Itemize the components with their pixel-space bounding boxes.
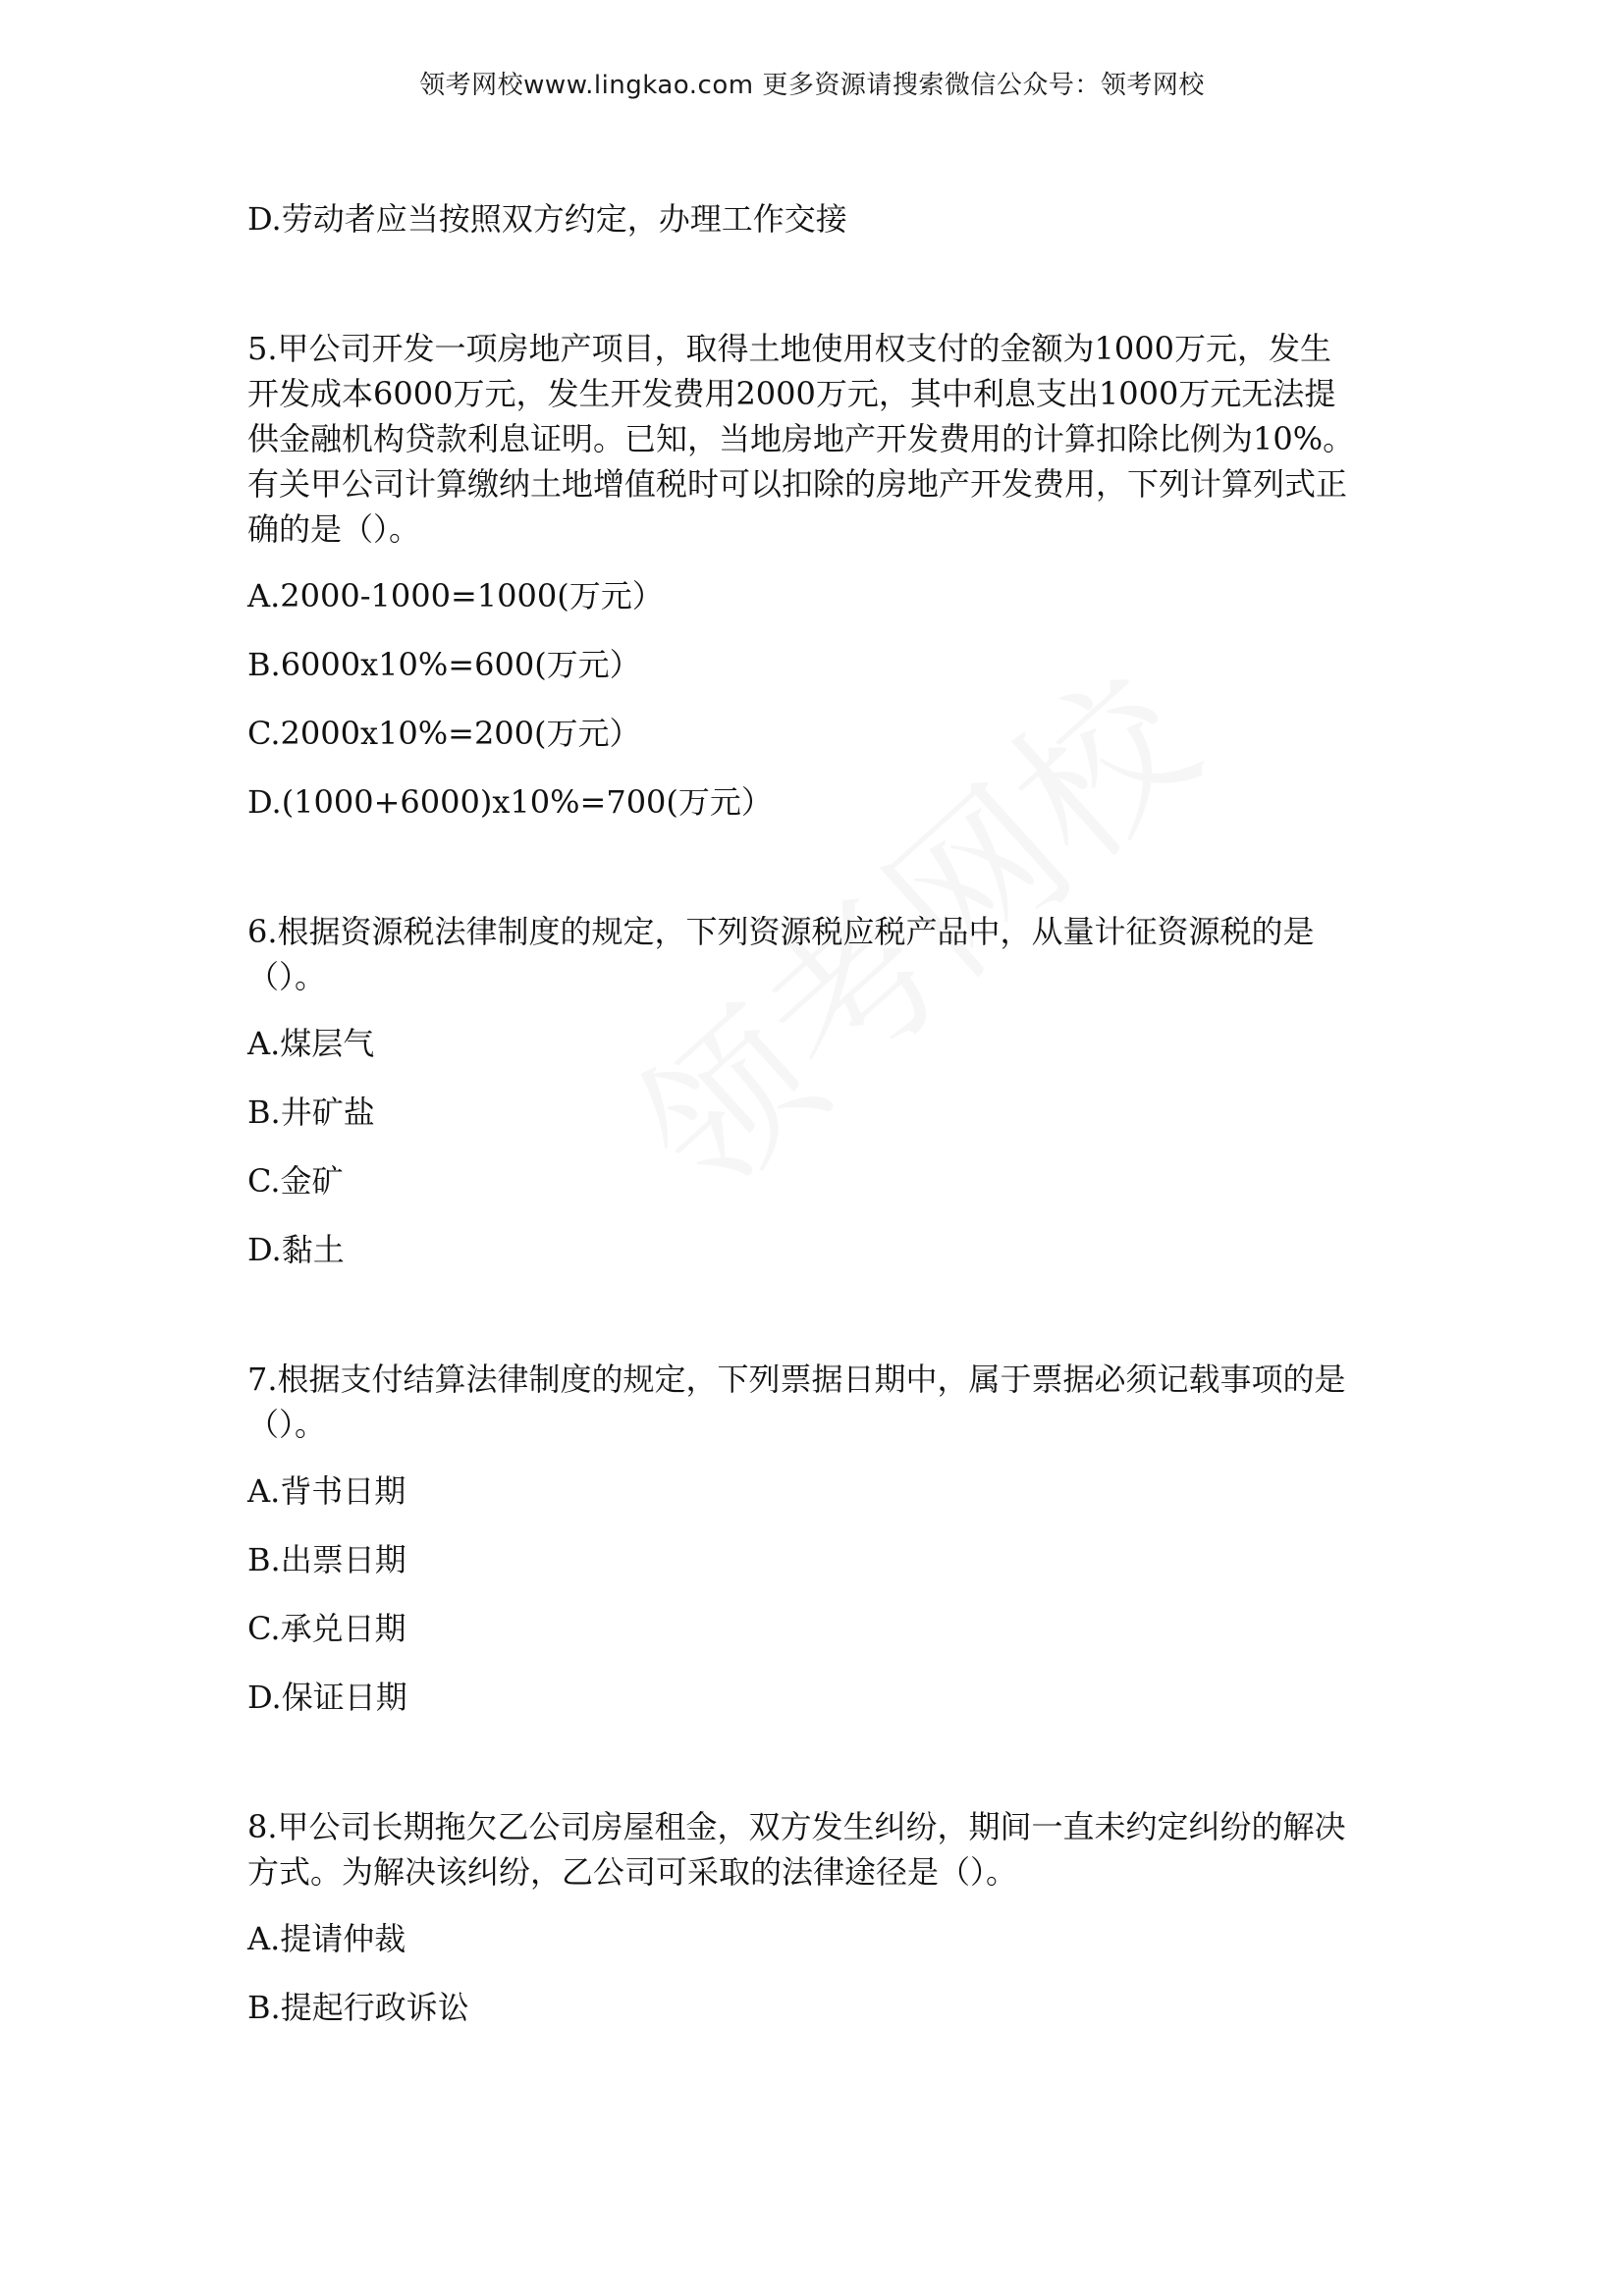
option-b: B.出票日期 — [247, 1541, 406, 1578]
option-b: B.井矿盐 — [247, 1094, 375, 1131]
question-stem-line: 供金融机构贷款利息证明。已知，当地房地产开发费用的计算扣除比例为10%。 — [247, 420, 1355, 457]
question-stem-line: 6.根据资源税法律制度的规定，下列资源税应税产品中，从量计征资源税的是 — [247, 913, 1315, 950]
question-stem-line: 5.甲公司开发一项房地产项目，取得土地使用权支付的金额为1000万元，发生 — [247, 330, 1331, 367]
previous-question-option: D.劳动者应当按照双方约定，办理工作交接 — [247, 200, 847, 238]
question-5 — [247, 326, 1386, 552]
question-7 — [247, 1357, 1386, 1447]
option-c: C.承兑日期 — [247, 1610, 406, 1647]
question-stem-line: （）。 — [247, 958, 327, 995]
question-stem-line: 8.甲公司长期拖欠乙公司房屋租金，双方发生纠纷，期间一直未约定纠纷的解决 — [247, 1808, 1346, 1845]
option-b: B.6000x10%=600(万元） — [247, 646, 641, 683]
option-d: D.黏土 — [247, 1231, 345, 1268]
question-stem-line: 确的是（）。 — [247, 510, 421, 548]
question-stem-line: 有关甲公司计算缴纳土地增值税时可以扣除的房地产开发费用，下列计算列式正 — [247, 465, 1348, 503]
option-a: A.煤层气 — [247, 1025, 375, 1062]
option-c: C.2000x10%=200(万元） — [247, 715, 641, 752]
question-6 — [247, 909, 1386, 999]
option-d: D.保证日期 — [247, 1679, 407, 1716]
question-stem-line: （）。 — [247, 1406, 327, 1443]
document-body — [247, 196, 1386, 2054]
question-stem-line: 7.根据支付结算法律制度的规定，下列票据日期中，属于票据必须记载事项的是 — [247, 1361, 1346, 1398]
question-stem-line: 方式。为解决该纠纷，乙公司可采取的法律途径是（）。 — [247, 1853, 1018, 1891]
option-a: A.提请仲裁 — [247, 1920, 406, 1957]
option-c: C.金矿 — [247, 1162, 344, 1200]
option-b: B.提起行政诉讼 — [247, 1989, 469, 2026]
question-8 — [247, 1804, 1386, 1895]
option-a: A.背书日期 — [247, 1472, 406, 1510]
page-header: 领考网校www.lingkao.com 更多资源请搜索微信公众号：领考网校 — [419, 71, 1205, 100]
option-d: D.(1000+6000)x10%=700(万元） — [247, 783, 773, 821]
question-stem-line: 开发成本6000万元，发生开发费用2000万元，其中利息支出1000万元无法提 — [247, 375, 1336, 412]
option-a: A.2000-1000=1000(万元） — [247, 577, 664, 614]
